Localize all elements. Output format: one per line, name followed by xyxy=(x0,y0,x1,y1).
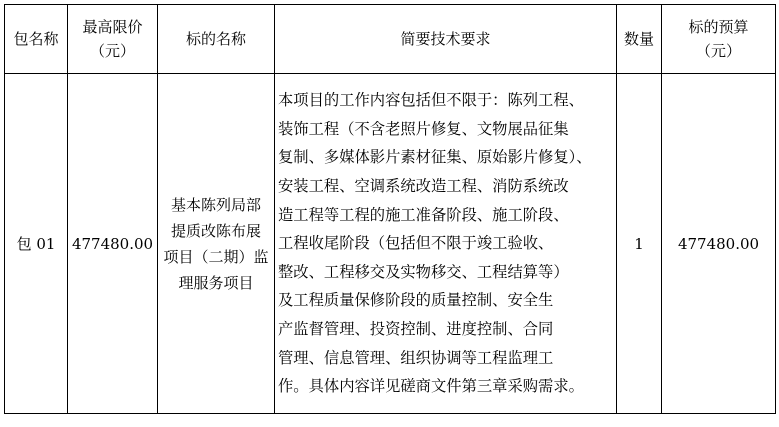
header-max-price xyxy=(68,5,158,74)
subject-line: 项目（二期）监 xyxy=(163,247,269,266)
table-row xyxy=(5,74,776,414)
header-subject xyxy=(158,5,275,74)
requirements-line: 整改、工程移交及实物移交、工程结算等） xyxy=(278,262,569,281)
cell-subject xyxy=(158,74,275,414)
cell-package: 包 01 xyxy=(5,74,68,414)
requirements-line: 作。具体内容详见磋商文件第三章采购需求。 xyxy=(278,377,584,396)
header-max-price-unit: （元） xyxy=(89,42,135,60)
requirements-line: 管理、信息管理、组织协调等工程监理工 xyxy=(278,348,554,367)
cell-max-price: 477480.00 xyxy=(68,74,158,414)
header-budget xyxy=(662,5,776,74)
header-requirements xyxy=(275,5,617,74)
header-quantity-label: 数量 xyxy=(623,30,654,48)
cell-budget: 477480.00 xyxy=(662,74,776,414)
subject-line: 提质改陈布展 xyxy=(170,221,261,240)
subject-line: 理服务项目 xyxy=(178,273,254,292)
header-package xyxy=(5,5,68,74)
cell-quantity: 1 xyxy=(617,74,662,414)
header-budget-unit: （元） xyxy=(695,42,741,60)
cell-requirements xyxy=(275,74,617,414)
header-quantity xyxy=(617,5,662,74)
requirements-line: 本项目的工作内容包括但不限于：陈列工程、 xyxy=(278,91,584,110)
header-requirements-label: 简要技术要求 xyxy=(400,30,491,48)
requirements-line: 装饰工程（不含老照片修复、文物展品征集 xyxy=(278,119,569,138)
requirements-line: 产监督管理、投资控制、进度控制、合同 xyxy=(278,319,554,338)
header-budget-label: 标的预算 xyxy=(688,18,749,36)
requirements-line: 安装工程、空调系统改造工程、消防系统改 xyxy=(278,177,569,196)
header-subject-label: 标的名称 xyxy=(185,30,246,48)
procurement-table xyxy=(4,4,776,414)
subject-line: 基本陈列局部 xyxy=(170,195,261,214)
requirements-line: 造工程等工程的施工准备阶段、施工阶段、 xyxy=(278,205,569,224)
header-package-label: 包名称 xyxy=(13,30,59,48)
requirements-line: 复制、多媒体影片素材征集、原始影片修复）、 xyxy=(278,148,592,167)
header-max-price-label: 最高限价 xyxy=(82,18,143,36)
header-row xyxy=(5,5,776,74)
requirements-line: 工程收尾阶段（包括但不限于竣工验收、 xyxy=(278,234,554,253)
requirements-line: 及工程质量保修阶段的质量控制、安全生 xyxy=(278,291,554,310)
